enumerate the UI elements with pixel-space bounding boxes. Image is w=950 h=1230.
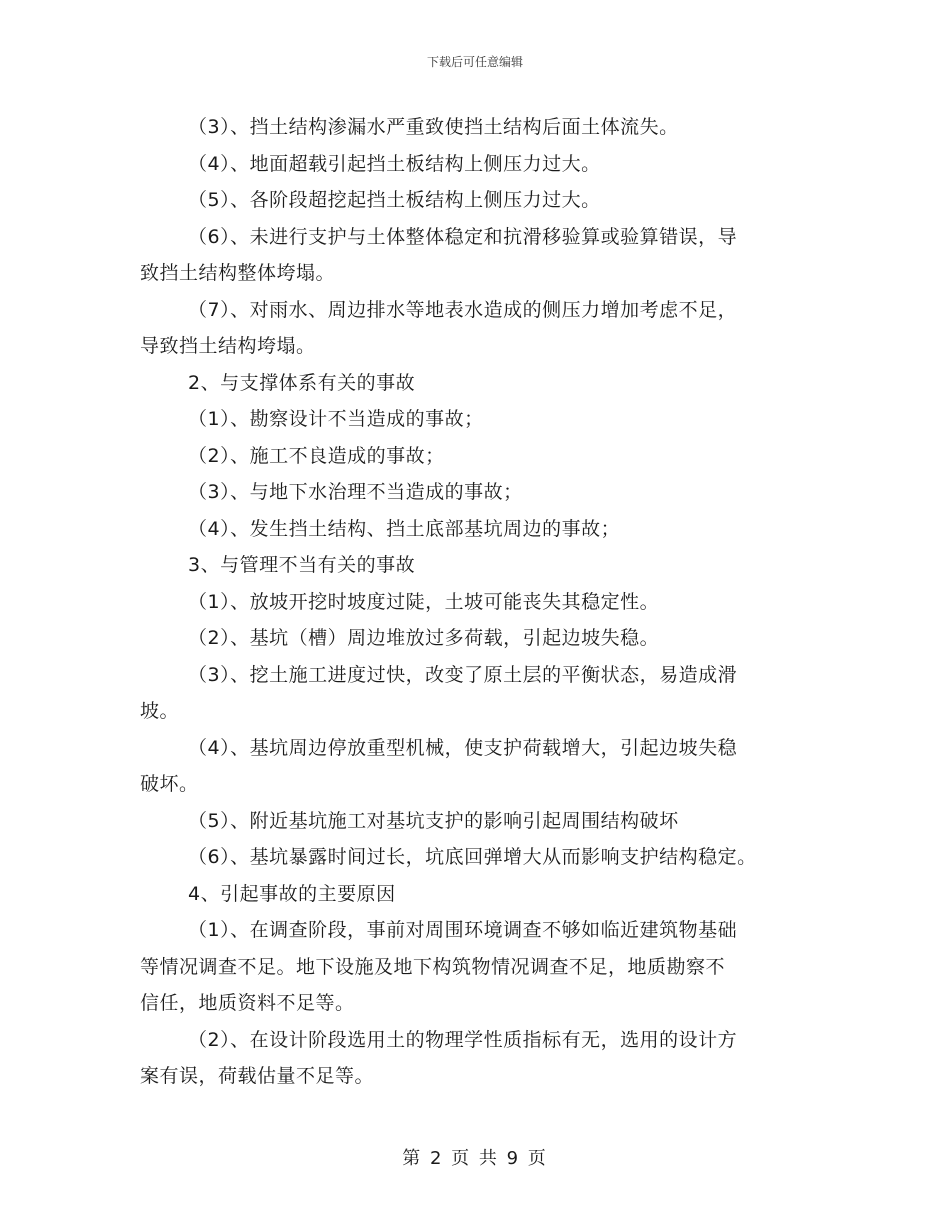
text-line: （3）、挡土结构渗漏水严重致使挡土结构后面土体流失。: [188, 116, 679, 138]
text-line: 导致挡土结构垮塌。: [140, 335, 316, 357]
text-line: （3）、挖土施工进度过快，改变了原土层的平衡状态，易造成滑: [188, 663, 738, 686]
text-line: （1）、在调查阶段，事前对周围环境调查不够如临近建筑物基础: [188, 919, 738, 941]
text-line: （4）、地面超载引起挡土板结构上侧压力过大。: [188, 152, 601, 175]
text-line: （4）、发生挡土结构、挡土底部基坑周边的事故；: [188, 517, 621, 540]
text-line: （1）、放坡开挖时坡度过陡，土坡可能丧失其稳定性。: [188, 590, 660, 613]
text-line: 破坏。: [140, 773, 199, 795]
text-line: （5）、各阶段超挖起挡土板结构上侧压力过大。: [188, 189, 601, 211]
document-body: [140, 109, 820, 1095]
text-line: （1）、勘察设计不当造成的事故；: [188, 408, 484, 430]
text-line: （6）、基坑暴露时间过长，坑底回弹增大从而影响支护结构稳定。: [188, 846, 757, 868]
page-header: 下载后可任意编辑: [426, 55, 523, 69]
text-line: 2、与支撑体系有关的事故: [188, 371, 416, 394]
text-line: 3、与管理不当有关的事故: [188, 554, 416, 576]
text-line: 致挡土结构整体垮塌。: [140, 262, 336, 284]
text-line: 坡。: [140, 700, 180, 722]
text-line: 4、引起事故的主要原因: [188, 882, 396, 905]
text-line: （2）、施工不良造成的事故；: [188, 444, 445, 467]
page-footer: 第 2 页 共 9 页: [402, 1148, 548, 1169]
text-line: （6）、未进行支护与土体整体稳定和抗滑移验算或验算错误，导: [188, 225, 738, 248]
text-line: 等情况调查不足。地下设施及地下构筑物情况调查不足，地质勘察不: [140, 955, 726, 978]
text-line: （7）、对雨水、周边排水等地表水造成的侧压力增加考虑不足，: [188, 298, 738, 321]
text-line: （3）、与地下水治理不当造成的事故；: [188, 481, 523, 503]
text-line: （5）、附近基坑施工对基坑支护的影响引起周围结构破坏: [188, 809, 679, 832]
text-line: （4）、基坑周边停放重型机械，使支护荷载增大，引起边坡失稳: [188, 736, 738, 759]
text-line: 案有误，荷载估量不足等。: [140, 1065, 375, 1087]
text-line: 信任，地质资料不足等。: [140, 992, 355, 1014]
text-line: （2）、在设计阶段选用土的物理学性质指标有无，选用的设计方: [188, 1028, 738, 1051]
text-line: （2）、基坑（槽）周边堆放过多荷载，引起边坡失稳。: [188, 627, 660, 649]
